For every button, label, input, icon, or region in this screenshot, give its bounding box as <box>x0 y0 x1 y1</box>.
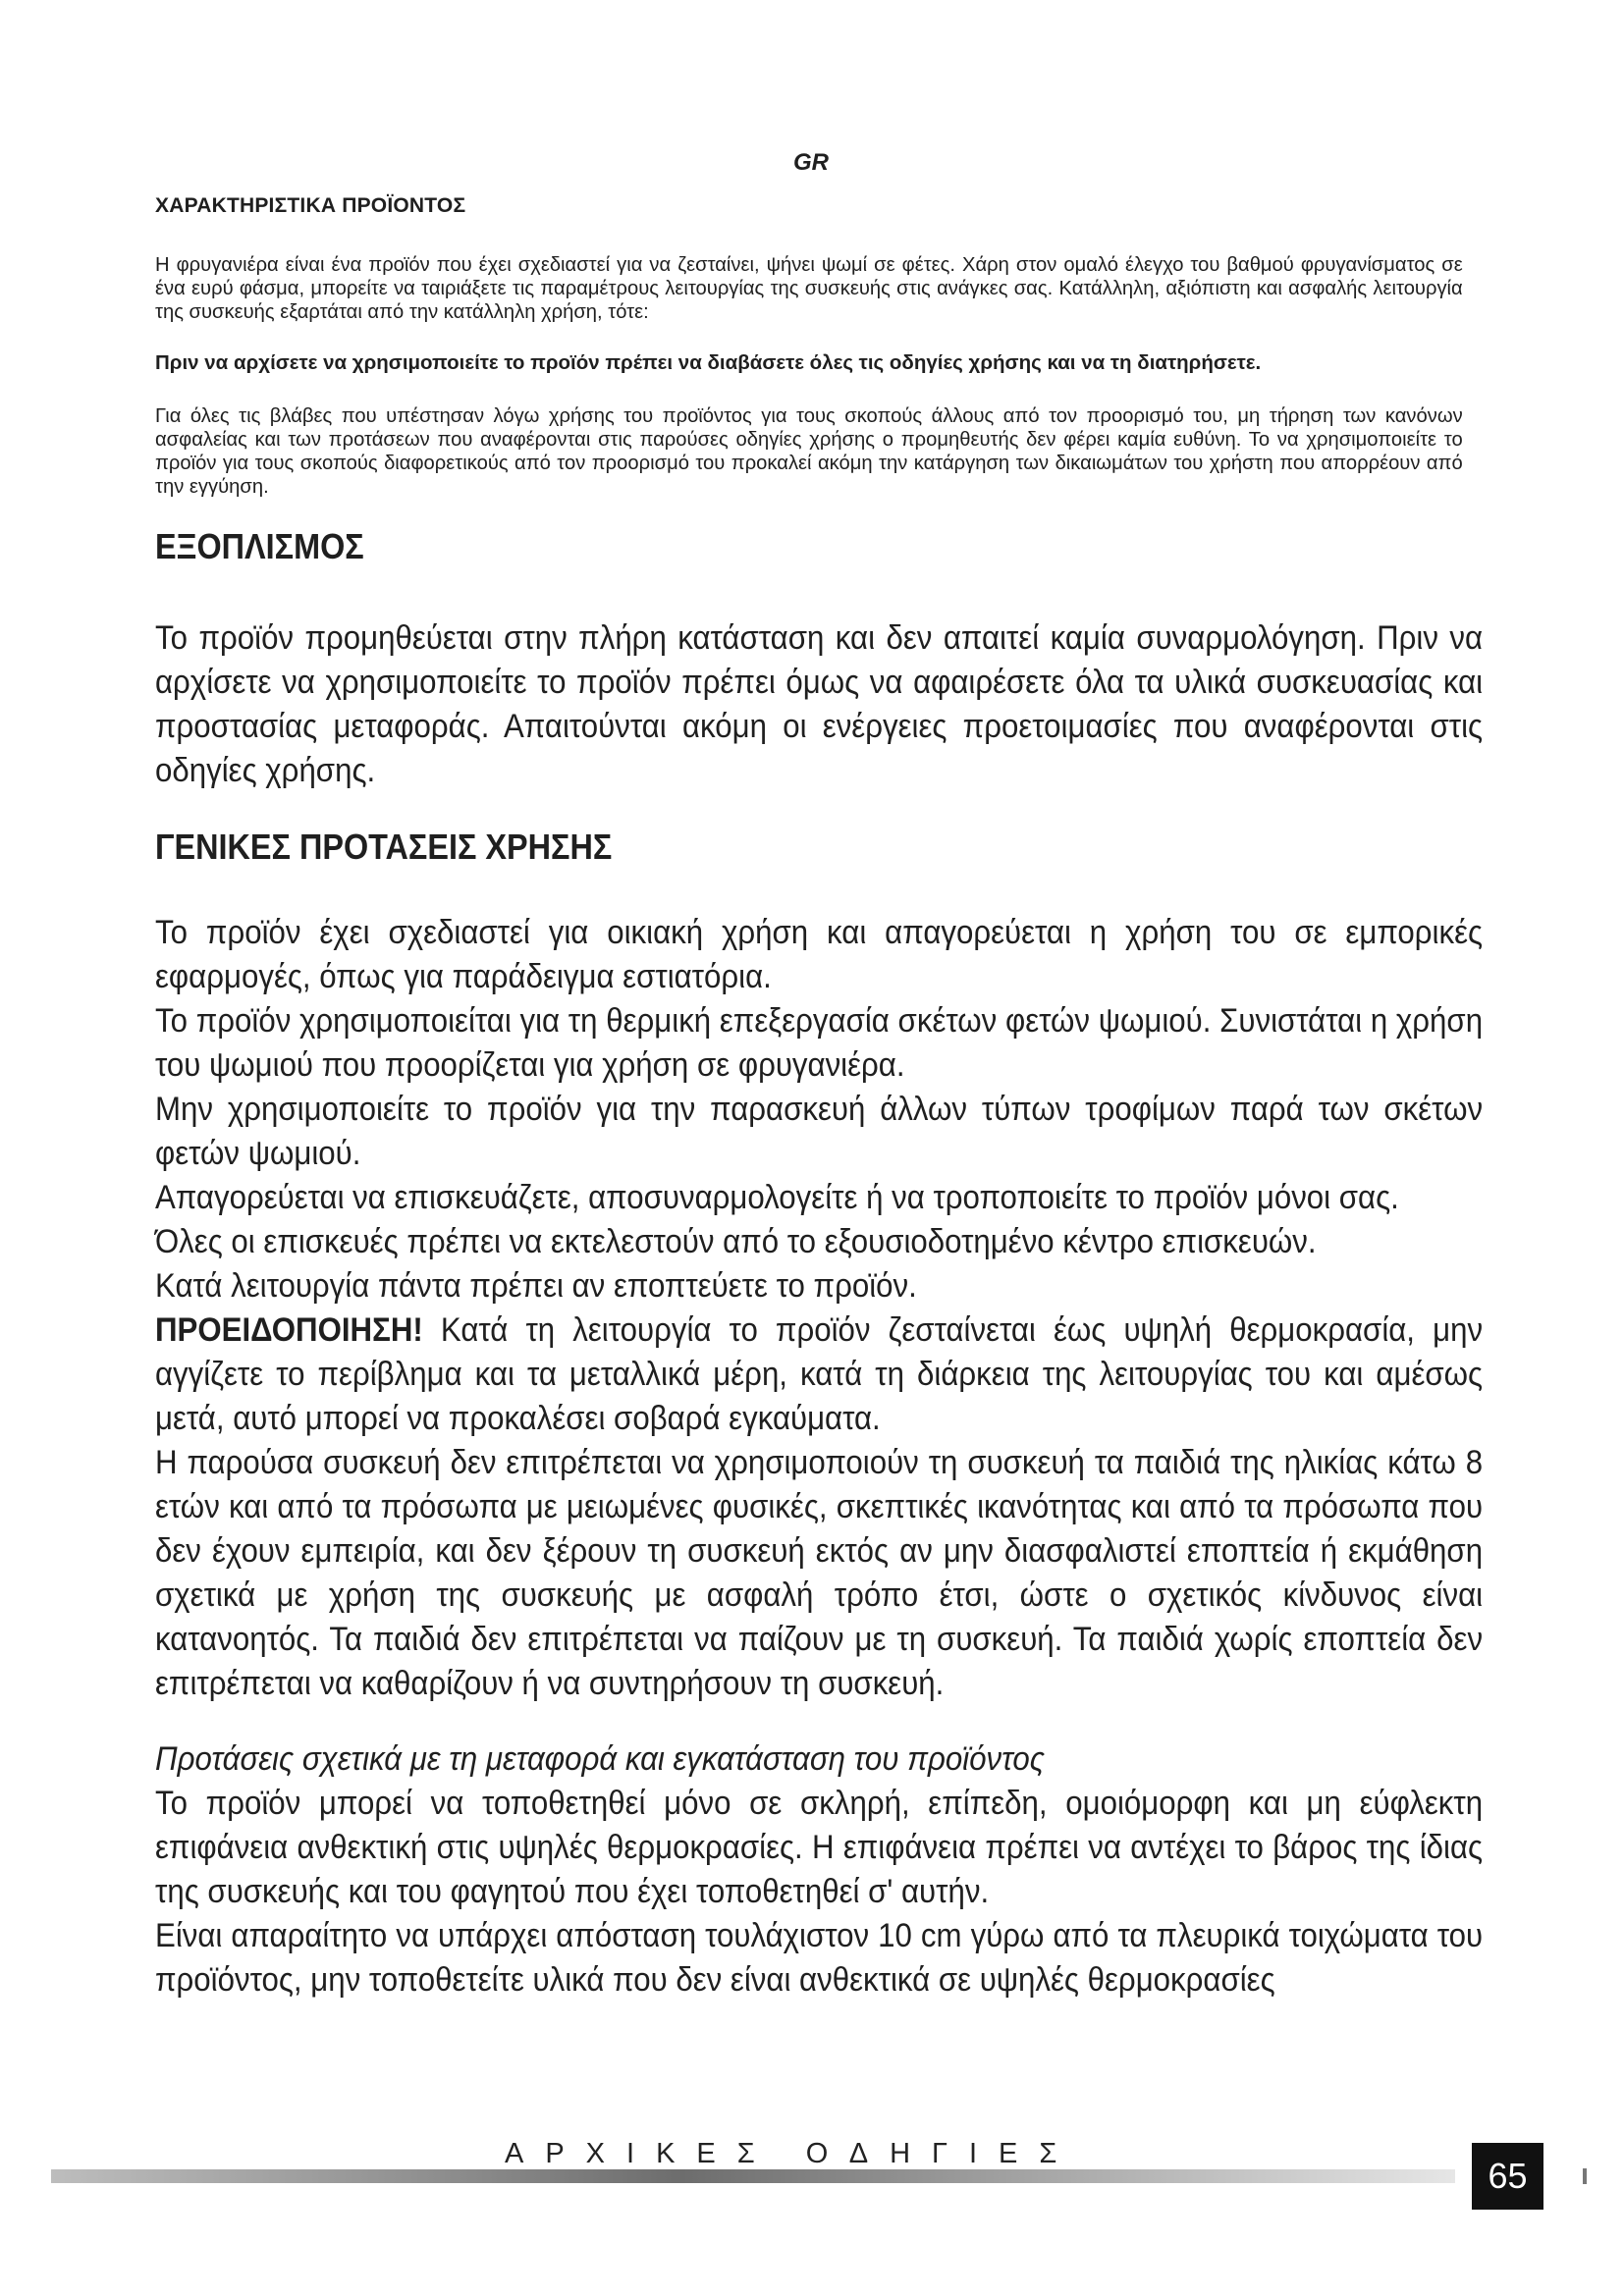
warning-label: ΠΡΟΕΙΔΟΠΟΙΗΣΗ! <box>155 1311 423 1349</box>
page-number: 65 <box>1472 2143 1543 2210</box>
equipment-text: Το προϊόν προμηθεύεται στην πλήρη κατάσταση και δεν απαιτεί καμία συναρμολόγηση. Πριν να αρχίσετε να χρησιμοποιείτε το προϊόν πρέπει όμως να αφαιρέσετε όλα τα υλικά συσκευασίας και προστασίας μεταφοράς. Απαιτούνται ακόμη οι ενέργειες προετοιμασίες που αναφέρονται στις οδηγίες χρήσης. <box>155 619 1484 789</box>
read-instructions-warning: Πριν να αρχίσετε να χρησιμοποιείτε το προϊόν πρέπει να διαβάσετε όλες τις οδηγίες χρήσης και να τη διατηρήσετε. <box>155 351 1262 374</box>
usage-paragraph-repair: Απαγορεύεται να επισκευάζετε, αποσυναρμολογείτε ή να τροποποιείτε το προϊόν μόνοι σας. <box>155 1179 1399 1216</box>
usage-paragraph-supervise: Κατά λειτουργία πάντα πρέπει αν εποπτεύετε το προϊόν. <box>155 1267 917 1305</box>
warning-text: Κατά τη λειτουργία το προϊόν ζεσταίνεται έως υψηλή θερμοκρασία, μην αγγίζετε το περίβλημα και τα μεταλλικά μέρη, κατά τη διάρκεια της λειτουργίας του και αμέσως μετά, αυτό μπορεί να προκαλέσει σοβαρά εγκαύματα. <box>155 1311 1484 1437</box>
usage-paragraph-bread: Το προϊόν χρησιμοποιείται για τη θερμική επεξεργασία σκέτων φετών ψωμιού. Συνιστάται η χρήση του ψωμιού που προορίζεται για χρήση σε φρυγανιέρα. <box>155 1002 1484 1084</box>
transport-subtitle: Προτάσεις σχετικά με τη μεταφορά και εγκατάσταση του προϊόντος <box>155 1740 1045 1778</box>
footer-title: ΑΡΧΙΚΕΣ ΟΔΗΓΙΕΣ <box>505 2138 1079 2169</box>
product-features-heading: ΧΑΡΑΚΤΗΡΙΣΤΙΚΑ ΠΡΟΪΟΝΤΟΣ <box>155 194 466 217</box>
usage-paragraph-other-food: Μην χρησιμοποιείτε το προϊόν για την παρασκευή άλλων τύπων τροφίμων παρά των σκέτων φετών ψωμιού. <box>155 1091 1484 1172</box>
transport-text <box>155 1782 1483 2002</box>
language-code: GR <box>793 149 829 176</box>
equipment-title: ΕΞΟΠΛΙΣΜΟΣ <box>155 526 364 566</box>
transport-paragraph-surface: Το προϊόν μπορεί να τοποθετηθεί μόνο σε σκληρή, επίπεδη, ομοιόμορφη και μη εύφλεκτη επιφάνεια ανθεκτική στις υψηλές θερμοκρασίες. Η επιφάνεια πρέπει να αντέχει το βάρος της ίδιας της συσκευής και του φαγητού που έχει τοποθετηθεί σ' αυτήν. <box>155 1785 1484 1910</box>
liability-text: Για όλες τις βλάβες που υπέστησαν λόγω χρήσης του προϊόντος για τους σκοπούς άλλους από τον προορισμό του, μη τήρηση των κανόνων ασφαλείας και των προτάσεων που αναφέρονται στις παρούσες οδηγίες χρήσης ο προμηθευτής δεν φέρει καμία ευθύνη. Το να χρησιμοποιείτε το προϊόν για τους σκοπούς διαφορετικούς από τον προορισμό του προκαλεί ακόμη την κατάργηση των δικαιωμάτων του χρήστη που απορρέουν από την εγγύηση. <box>155 404 1463 498</box>
page-content <box>155 194 1483 2002</box>
footer-bar <box>51 2169 1455 2183</box>
usage-paragraph-household: Το προϊόν έχει σχεδιαστεί για οικιακή χρήση και απαγορεύεται η χρήση του σε εμπορικές εφαρμογές, όπως για παράδειγμα εστιατόρια. <box>155 914 1484 995</box>
general-usage-title: ΓΕΝΙΚΕΣ ΠΡΟΤΑΣΕΙΣ ΧΡΗΣΗΣ <box>155 827 613 867</box>
product-intro: Η φρυγανιέρα είναι ένα προϊόν που έχει σχεδιαστεί για να ζεσταίνει, ψήνει ψωμί σε φέτες. Χάρη στον ομαλό έλεγχο του βαθμού φρυγανίσματος σε ένα ευρύ φάσμα, μπορείτε να ταιριάξετε τις παραμέτρους λειτουργίας της συσκευής στις ανάγκες σας. Κατάλληλη, αξιόπιστη και ασφαλής λειτουργία της συσκευής εξαρτάται από την κατάλληλη χρήση, τότε: <box>155 253 1463 323</box>
general-usage-text <box>155 911 1483 1706</box>
usage-paragraph-service: Όλες οι επισκευές πρέπει να εκτελεστούν από το εξουσιοδοτημένο κέντρο επισκευών. <box>155 1223 1317 1260</box>
usage-paragraph-children: Η παρούσα συσκευή δεν επιτρέπεται να χρησιμοποιούν τη συσκευή τα παιδιά της ηλικίας κάτω 8 ετών και από τα πρόσωπα με μειωμένες φυσικές, σκεπτικές ικανότητας και από τα πρόσωπα που δεν έχουν εμπειρία, και δεν ξέρουν τη συσκευή εκτός αν μην διασφαλιστεί εποπτεία ή εκμάθηση σχετικά με χρήση της συσκευής με ασφαλή τρόπο έτσι, ώστε ο σχετικός κίνδυνος είναι κατανοητός. Τα παιδιά δεν επιτρέπεται να παίζουν με τη συσκευή. Τα παιδιά χωρίς εποπτεία δεν επιτρέπεται να καθαρίζουν ή να συντηρήσουν τη συσκευή. <box>155 1444 1484 1702</box>
edge-marker <box>1583 2168 1587 2184</box>
transport-paragraph-distance: Είναι απαραίτητο να υπάρχει απόσταση τουλάχιστον 10 cm γύρω από τα πλευρικά τοιχώματα του προϊόντος, μην τοποθετείτε υλικά που δεν είναι ανθεκτικά σε υψηλές θερμοκρασίες <box>155 1917 1484 1999</box>
usage-paragraph-warning <box>155 1308 1483 1441</box>
